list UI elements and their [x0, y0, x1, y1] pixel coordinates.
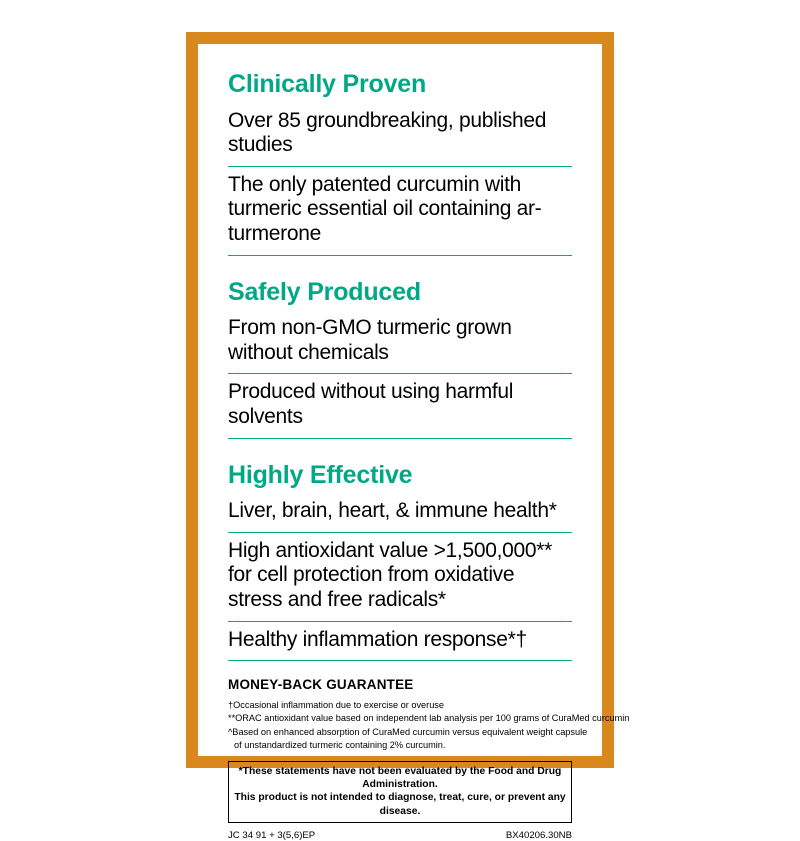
fda-disclaimer-line-1: *These statements have not been evaluated by the Food and Drug Administration. [238, 765, 562, 790]
label-content [198, 44, 630, 841]
claim-item: Produced without using harmful solvents [228, 374, 572, 438]
claim-item: The only patented curcumin with turmeric essential oil containing ar-turmerone [228, 167, 572, 256]
footnote-caret: ^Based on enhanced absorption of CuraMed curcumin versus equivalent weight capsule [228, 726, 588, 737]
footnotes [228, 699, 630, 752]
product-label-panel [186, 32, 630, 841]
claim-item: Healthy inflammation response*† [228, 622, 572, 662]
section-heading-highly-effective: Highly Effective [228, 460, 413, 489]
code-left: JC 34 91 + 3(5,6)EP [228, 830, 316, 841]
footnote-double-asterisk: **ORAC antioxidant value based on independent lab analysis per 100 grams of CuraMed curcumin [228, 713, 630, 724]
claim-item: Over 85 groundbreaking, published studies [228, 103, 572, 167]
code-row [228, 830, 572, 841]
code-right: BX40206.30NB [505, 830, 572, 841]
claim-item: High antioxidant value >1,500,000** for cell protection from oxidative stress and free radicals* [228, 533, 572, 622]
footnote-dagger: †Occasional inflammation due to exercise or overuse [228, 700, 445, 711]
section-heading-clinically-proven: Clinically Proven [228, 70, 427, 98]
claim-item: Liver, brain, heart, & immune health* [228, 493, 572, 533]
money-back-guarantee: MONEY-BACK GUARANTEE [228, 677, 414, 693]
section-heading-safely-produced: Safely Produced [228, 277, 421, 306]
footnote-caret-continued: of unstandardized turmeric containing 2% curcumin. [234, 740, 446, 751]
claim-item: From non-GMO turmeric grown without chemicals [228, 310, 572, 374]
fda-disclaimer [228, 761, 572, 824]
fda-disclaimer-line-2: This product is not intended to diagnose, treat, cure, or prevent any disease. [234, 792, 566, 817]
